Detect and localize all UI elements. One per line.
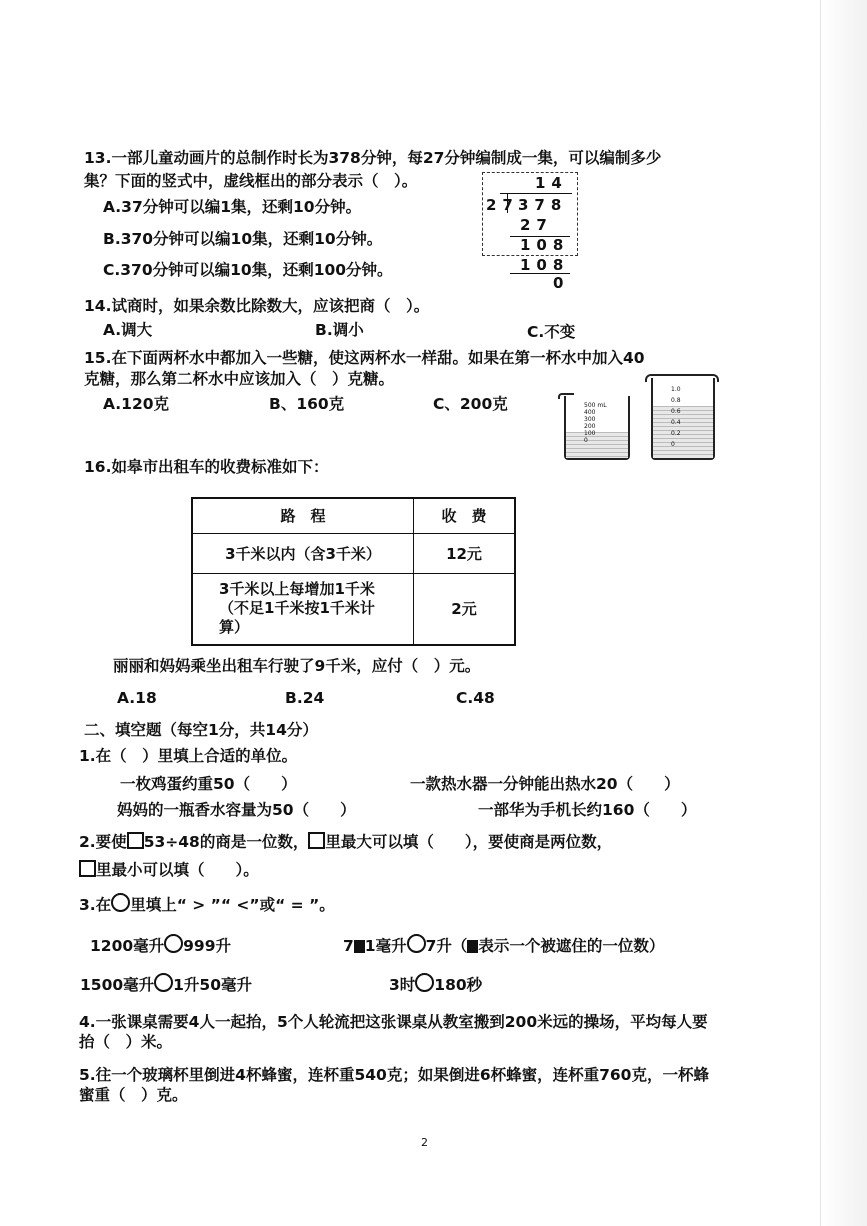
division-quotient: 14: [535, 174, 568, 192]
header-fee: 收 费: [414, 498, 516, 533]
q16-option-c: C.48: [456, 689, 495, 707]
s2-q3-item4: 3时 180秒: [389, 973, 482, 995]
s2-q5-line1: 5.往一个玻璃杯里倒进4杯蜂蜜，连杯重540克；如果倒进6杯蜂蜜，连杯重760克，一杯蜂: [79, 1066, 709, 1084]
header-distance: 路 程: [192, 498, 414, 533]
q13-option-a: A.37分钟可以编1集，还剩10分钟。: [103, 198, 362, 216]
q14-option-a: A.调大: [103, 321, 153, 339]
s2-q4-line1: 4.一张课桌需要4人一起抬，5个人轮流把这张课桌从教室搬到200米远的操场，平均每人要: [79, 1013, 708, 1031]
q15-option-c: C、200克: [433, 395, 508, 413]
q16-option-b: B.24: [285, 689, 325, 707]
fee-table: [191, 497, 516, 646]
q13-line2: 集？下面的竖式中，虚线框出的部分表示（ ）。: [84, 172, 418, 190]
q14-option-b: B.调小: [315, 321, 364, 339]
s2-q3-item3: 1500毫升 1升50毫升: [80, 973, 252, 995]
beaker-1-scale: 500 mL 400 300 200 100 0: [584, 402, 607, 444]
fee-table-header: [192, 498, 515, 533]
fee-table-row: [192, 573, 515, 645]
s2-q1-item4: 一部华为手机长约160（ ）: [478, 801, 697, 819]
row1-fee: 12元: [414, 533, 516, 573]
beaker-1: [564, 396, 630, 460]
s2-q1-item1: 一枚鸡蛋约重50（ ）: [120, 775, 297, 793]
division-step2: 108: [520, 236, 570, 254]
division-bar: [500, 193, 572, 194]
fee-table-row: [192, 533, 515, 573]
q16-stem: 16.如皋市出租车的收费标准如下：: [84, 458, 329, 476]
division-remainder: 0: [553, 274, 570, 292]
s2-q1-stem: 1.在（ ）里填上合适的单位。: [79, 747, 298, 765]
division-step3: 108: [520, 256, 570, 274]
row2-distance: 3千米以上每增加1千米（不足1千米按1千米计算）: [192, 573, 414, 645]
q16-question: 丽丽和妈妈乘坐出租车行驶了9千米，应付（ ）元。: [113, 657, 481, 675]
q15-option-a: A.120克: [103, 395, 170, 413]
blank-circle: [164, 934, 183, 953]
section2-title: 二、填空题（每空1分，共14分）: [84, 721, 318, 739]
q13-line1: 13.一部儿童动画片的总制作时长为378分钟，每27分钟编制成一集，可以编制多少: [84, 149, 662, 167]
row1-distance: 3千米以内（含3千米）: [192, 533, 414, 573]
q14-option-c: C.不变: [527, 323, 576, 341]
division-divisor: 27: [486, 196, 519, 214]
hidden-digit-block: [467, 940, 478, 953]
blank-square: [127, 832, 144, 849]
blank-square: [308, 832, 325, 849]
s2-q2-line1: 2.要使 53÷48的商是一位数， 里最大可以填（ ），要使商是两位数，: [79, 833, 613, 851]
row2-fee: 2元: [414, 573, 516, 645]
q15-option-b: B、160克: [269, 395, 345, 413]
beaker-1-spout: [558, 393, 574, 399]
division-dividend: 378: [518, 196, 568, 214]
s2-q5-line2: 蜜重（ ）克。: [79, 1086, 188, 1104]
s2-q3-stem: 3.在 里填上“ > ”“ <”或“ = ”。: [79, 893, 335, 915]
q15-line1: 15.在下面两杯水中都加入一些糖，使这两杯水一样甜。如果在第一杯水中加入40: [84, 349, 645, 367]
blank-circle: [407, 934, 426, 953]
q13-option-c: C.370分钟可以编10集，还剩100分钟。: [103, 261, 393, 279]
q16-option-a: A.18: [117, 689, 157, 707]
s2-q3-item2: 7 1毫升 7升（ 表示一个被遮住的一位数）: [343, 934, 664, 956]
hidden-digit-block: [354, 940, 365, 953]
s2-q1-item2: 一款热水器一分钟能出热水20（ ）: [410, 775, 680, 793]
s2-q1-item3: 妈妈的一瓶香水容量为50（ ）: [117, 801, 356, 819]
page-number: 2: [421, 1136, 428, 1149]
beaker-2-scale: 1.0 0.8 0.6 0.4 0.2 0: [671, 386, 681, 448]
s2-q3-item1: 1200毫升 999升: [90, 934, 231, 956]
beaker-2: [651, 378, 715, 460]
blank-circle: [154, 973, 173, 992]
q15-line2: 克糖，那么第二杯水中应该加入（ ）克糖。: [84, 370, 395, 388]
blank-circle: [415, 973, 434, 992]
beaker-2-water: [653, 406, 713, 458]
q14-stem: 14.试商时，如果余数比除数大，应该把商（ ）。: [84, 297, 430, 315]
blank-circle: [111, 893, 130, 912]
page-edge: [820, 0, 867, 1226]
q13-option-b: B.370分钟可以编10集，还剩10分钟。: [103, 230, 383, 248]
s2-q2-line2: 里最小可以填（ ）。: [79, 860, 259, 880]
division-step1: 27: [520, 216, 553, 234]
blank-square: [79, 860, 96, 877]
beaker-2-rim: [645, 374, 719, 382]
s2-q4-line2: 抬（ ）米。: [79, 1033, 173, 1051]
